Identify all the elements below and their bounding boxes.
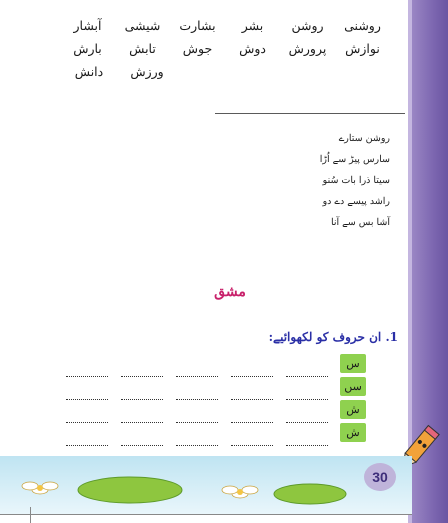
word-row-3	[60, 60, 390, 83]
dotted-blank[interactable]	[121, 362, 163, 377]
dotted-blank[interactable]	[121, 431, 163, 446]
blank-row	[66, 400, 328, 423]
word: تابش	[129, 41, 156, 56]
word: ورزش	[130, 64, 164, 79]
dotted-blank[interactable]	[231, 362, 273, 377]
dotted-blank[interactable]	[286, 385, 328, 400]
page-number-badge: 30	[364, 463, 396, 491]
dotted-blank[interactable]	[66, 385, 108, 400]
word: دوش	[239, 41, 266, 56]
word: بشر	[241, 18, 264, 33]
dotted-blank[interactable]	[286, 431, 328, 446]
word: بشارت	[179, 18, 216, 33]
sentence: روشن ستارے	[338, 133, 390, 144]
blank-row	[66, 377, 328, 400]
item-number: 1.	[385, 330, 398, 344]
dotted-blank[interactable]	[121, 408, 163, 423]
letter-boxes	[340, 354, 366, 446]
letter-box: ش	[340, 400, 366, 419]
letter-box: س	[340, 354, 366, 373]
sentence-list	[190, 128, 390, 233]
word: جوش	[182, 41, 213, 56]
footer-line	[0, 514, 412, 515]
dotted-blank[interactable]	[231, 431, 273, 446]
sentence: سیتا ذرا بات سُنو	[322, 175, 390, 186]
blank-row	[66, 354, 328, 377]
exercise-instruction	[158, 330, 398, 344]
word: روشنی	[344, 18, 381, 33]
dotted-blank[interactable]	[66, 431, 108, 446]
dotted-blank[interactable]	[176, 408, 218, 423]
sentence: راشد پیسے دے دو	[322, 196, 390, 207]
dotted-blank[interactable]	[66, 408, 108, 423]
dotted-blank[interactable]	[176, 431, 218, 446]
dotted-blank[interactable]	[176, 362, 218, 377]
dotted-blank[interactable]	[66, 362, 108, 377]
dotted-blank[interactable]	[286, 362, 328, 377]
word: روشن	[291, 18, 324, 33]
word: نوازش	[345, 41, 380, 56]
crop-mark	[30, 507, 31, 523]
writing-blanks	[66, 354, 328, 446]
sentence: آشا بس سے آنا	[330, 217, 390, 228]
dotted-blank[interactable]	[231, 408, 273, 423]
dotted-blank[interactable]	[121, 385, 163, 400]
dotted-blank[interactable]	[286, 408, 328, 423]
word: دانش	[74, 64, 104, 79]
word: آبشار	[73, 18, 102, 33]
word: پرورش	[288, 41, 327, 56]
instruction-text: ان حروف کو لکھوائیے:	[268, 330, 382, 344]
word-row-1	[60, 14, 390, 37]
word: شیشی	[124, 18, 161, 33]
dotted-blank[interactable]	[231, 385, 273, 400]
dotted-blank[interactable]	[176, 385, 218, 400]
letter-box: ش	[340, 423, 366, 442]
word: بارش	[73, 41, 102, 56]
blank-row	[66, 423, 328, 446]
sentence: سارس پیڑ سے اُڑا	[319, 154, 390, 165]
word-grid	[60, 14, 390, 83]
word-row-2	[60, 37, 390, 60]
letter-box: سں	[340, 377, 366, 396]
exercise-heading: مشق	[214, 284, 246, 300]
section-divider	[215, 113, 405, 114]
